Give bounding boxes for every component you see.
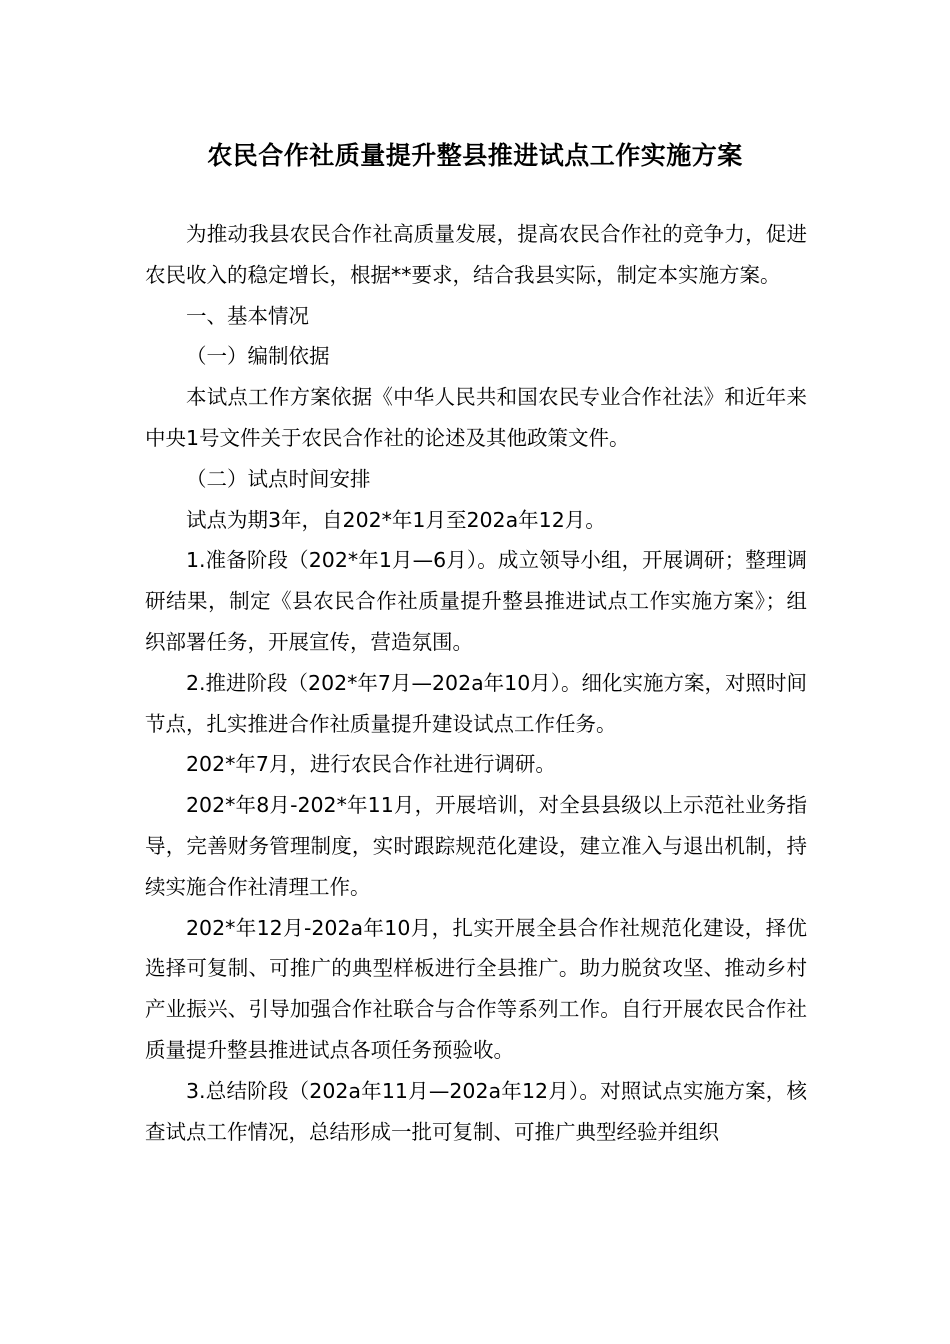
document-body xyxy=(145,214,807,1152)
subsection-heading-basis: （一）编制依据 xyxy=(186,344,330,369)
schedule-paragraph: 试点为期3年，自202*年1月至202a年12月。 xyxy=(186,507,606,532)
stage-preparation-paragraph: 1.准备阶段（202*年1月—6月）。成立领导小组，开展调研；整理调研结果，制定《县农民合作社质量提升整县推进试点工作实施方案》；组织部署任务，开展宣传，营造氛围。 xyxy=(145,548,807,654)
subsection-heading-schedule: （二）试点时间安排 xyxy=(186,466,371,491)
stage-summary-paragraph: 3.总结阶段（202a年11月—202a年12月）。对照试点实施方案，核查试点工作情况，总结形成一批可复制、可推广典型经验并组织 xyxy=(145,1078,807,1144)
aug-nov-item-paragraph: 202*年8月-202*年11月，开展培训，对全县县级以上示范社业务指导，完善财务管理制度，实时跟踪规范化建设，建立准入与退出机制，持续实施合作社清理工作。 xyxy=(145,793,807,899)
july-item-paragraph: 202*年7月，进行农民合作社进行调研。 xyxy=(186,752,556,777)
document-title: 农民合作社质量提升整县推进试点工作实施方案 xyxy=(207,141,743,170)
stage-promotion-paragraph: 2.推进阶段（202*年7月—202a年10月）。细化实施方案，对照时间节点，扎实推进合作社质量提升建设试点工作任务。 xyxy=(145,670,808,736)
intro-paragraph: 为推动我县农民合作社高质量发展，提高农民合作社的竞争力，促进农民收入的稳定增长，根据**要求，结合我县实际，制定本实施方案。 xyxy=(145,222,807,287)
dec-oct-item-paragraph: 202*年12月-202a年10月，扎实开展全县合作社规范化建设，择优选择可复制、可推广的典型样板进行全县推广。助力脱贫攻坚、推动乡村产业振兴、引导加强合作社联合与合作等系列工作。自行开展农民合作社质量提升整县推进试点各项任务预验收。 xyxy=(145,915,807,1062)
section-heading-basic-situation: 一、基本情况 xyxy=(186,303,309,328)
basis-paragraph: 本试点工作方案依据《中华人民共和国农民专业合作社法》和近年来中央1号文件关于农民合作社的论述及其他政策文件。 xyxy=(145,385,807,450)
